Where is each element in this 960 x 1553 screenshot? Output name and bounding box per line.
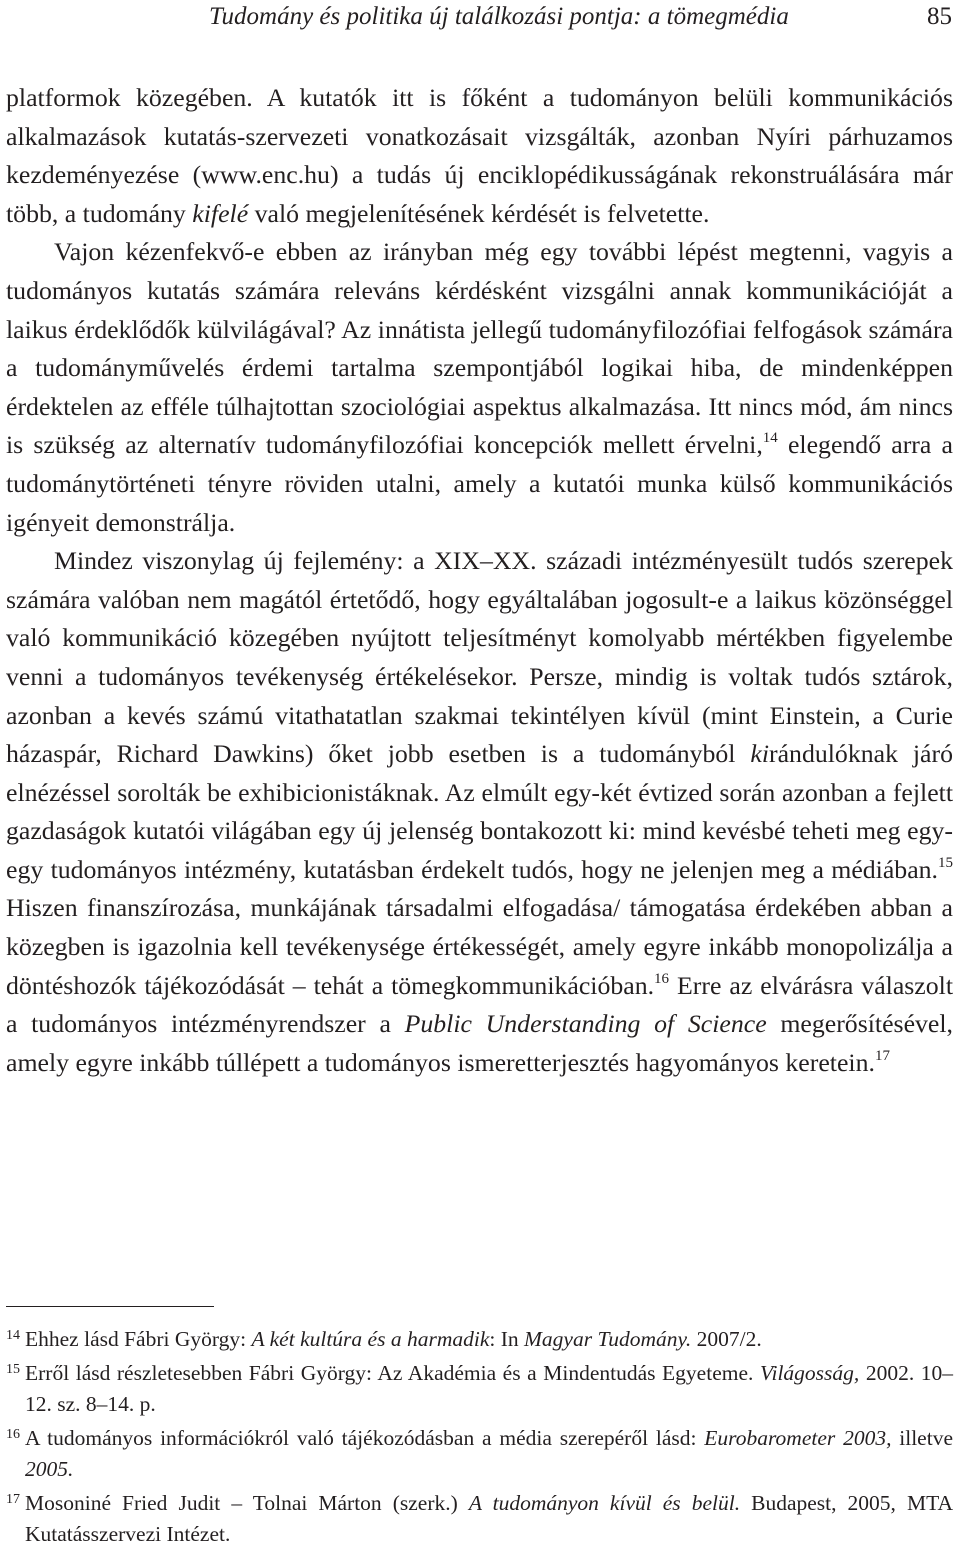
footnote-number: 16 [6,1427,20,1442]
text-run: Mosoniné Fried Judit – Tolnai Márton (szerk.) [25,1491,469,1515]
text-run: : In [489,1327,525,1351]
text-run: 2002. 10–12. sz. 8–14. p. [25,1361,953,1416]
text-run: Vajon kézenfekvő-e ebben az irányban még egy további lépést megtenni, vagyis a tudományos kutatás számára releváns kérdésként vizsgálni annak kommunikációját a laikus érdeklődők külvilágával? Az innátista jellegű tudományfilozófiai felfogások számára a tudományművelés érdemi tartalma szempontjából logikai hiba, de mindenképpen érdektelen az efféle túlhajtottan szociológiai aspektus alkalmazása. Itt nincs mód, ám nincs is szükség az alternatív tudományfilozófiai koncepciók mellett érvelni, [6,237,953,460]
text-run: Ehhez lásd Fábri György: [25,1327,252,1351]
page-number: 85 [927,3,952,30]
text-run: Hiszen finanszírozása, munkájának társadalmi elfogadása/ támogatása érdekében abban a közegben is igazolnia kell tevékenysége értékességét, amely egyre inkább monopolizálja a döntéshozók tájékozódását – tehát a tömegkommunikációban. [6,893,953,1000]
body-text [6,79,953,1082]
footnote-ref: 17 [874,1047,890,1064]
footnotes [6,1324,953,1553]
footnote-text [25,1491,953,1546]
italic-text: Magyar Tudomány. [524,1327,692,1351]
text-run: rándulóknak járó elnézéssel sorolták be exhibicionistáknak. Az elmúlt egy-két évtized során azonban a fejlett gazdaságok kutatói világában egy új jelenség bontakozott ki: mind kevésbé teheti meg egy-egy tudományos intézmény, kutatásban érdekelt tudós, hogy ne jelenjen meg a médiában. [6,739,953,884]
paragraph [6,79,953,233]
italic-text: A két kultúra és a harmadik [251,1327,490,1351]
footnote-number: 14 [6,1328,20,1343]
footnote-text [25,1327,762,1351]
footnote-separator [6,1306,214,1307]
italic-text: kifelé [192,198,249,228]
footnote-text [25,1361,953,1416]
footnote-ref: 15 [938,854,953,871]
footnote [6,1488,953,1550]
italic-text: 2005. [25,1457,74,1481]
footnote [6,1358,953,1420]
text-run: platformok közegében. A kutatók itt is főként a tudományon belüli kommunikációs alkalmazások kutatás-szervezeti vonatkozásait vizsgálták, azonban Nyíri párhuzamos kezdeményezése (www.enc.hu) a tudás új enciklopédikusságának rekonstruálására már több, a tudomány [6,83,953,228]
footnote-ref: 14 [762,430,778,447]
italic-text: Világosság, [759,1361,860,1385]
footnote-ref: 16 [654,970,670,987]
text-run: elegendő arra a tudománytörténeti tényre röviden utalni, amely a kutatói munka külső kommunikációs igényeit demonstrálja. [6,430,953,537]
italic-text: Eurobarometer 2003, [704,1426,892,1450]
text-run: illetve [891,1426,953,1450]
text-run: megerősítésével, amely egyre inkább túllépett a tudományos ismeretterjesztés hagyományos keretein. [6,1009,953,1077]
footnote-text [25,1426,953,1481]
paragraph [6,542,953,1082]
italic-text: A tudományon kívül és belül. [468,1491,741,1515]
text-run: 2007/2. [691,1327,762,1351]
running-title: Tudomány és politika új találkozási pontja: a tömegmédia [209,3,789,30]
footnote [6,1324,953,1355]
italic-text: ki [750,739,770,769]
footnote-number: 15 [6,1362,20,1377]
running-header [0,0,960,40]
text-run: való megjelenítésének kérdését is felvetette. [248,198,710,228]
text-run: Mindez viszonylag új fejlemény: a XIX–XX. századi intézményesült tudós szerepek számára valóban nem magától értetődő, hogy egyáltalában jogosult-e a laikus közönséggel való kommunikáció közegében nyújtott teljesítményt komolyabb mértékben figyelembe venni a tudományos tevékenység értékelésekor. Persze, mindig is voltak tudós sztárok, azonban a kevés számú vitathatatlan szakmai tekintélyen kívül (mint Einstein, a Curie házaspár, Richard Dawkins) őket jobb esetben is a tudományból [6,546,953,769]
footnote-number: 17 [6,1492,20,1507]
text-run: Erről lásd részletesebben Fábri György: Az Akadémia és a Mindentudás Egyeteme. [25,1361,760,1385]
footnote [6,1423,953,1485]
text-run: Budapest, 2005, MTA Kutatásszervezi Intézet. [25,1491,954,1546]
text-run: Erre az elvárásra válaszolt a tudományos intézményrendszer a [6,970,953,1039]
paragraph [6,233,953,542]
text-run: A tudományos információkról való tájékozódásban a média szerepéről lásd: [25,1426,705,1450]
italic-text: Public Understanding of Science [404,1009,767,1039]
